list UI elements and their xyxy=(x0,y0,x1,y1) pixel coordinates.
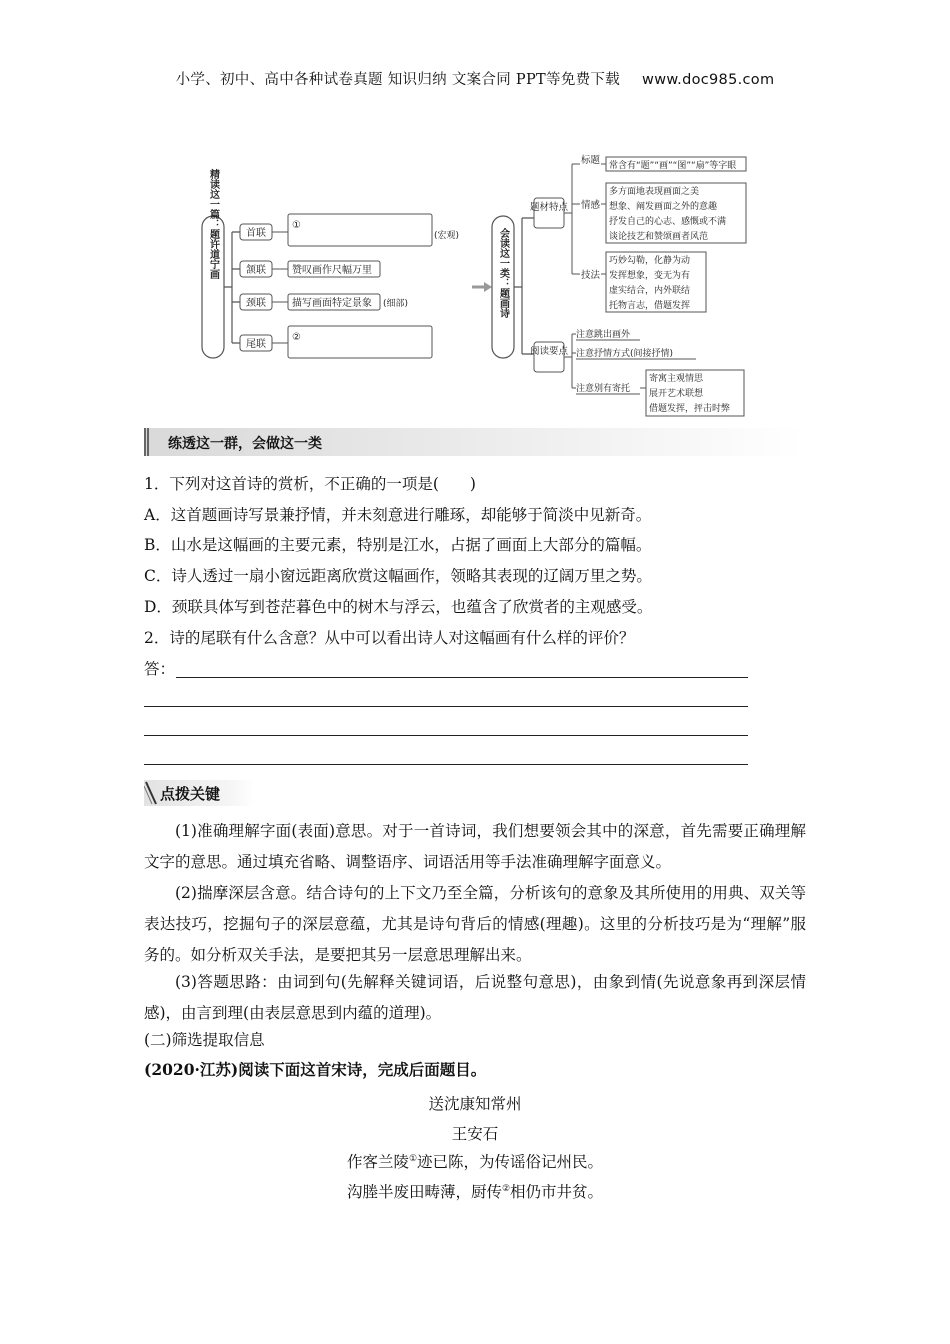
svg-text:标题: 标题 xyxy=(581,155,601,166)
poem-author: 王安石 xyxy=(451,1125,499,1143)
svg-text:赞叹画作尺幅万里: 赞叹画作尺幅万里 xyxy=(292,265,372,276)
left-title: 精读这一篇：题许道宁画 xyxy=(207,169,219,279)
svg-text:描写画面特定景象: 描写画面特定景象 xyxy=(292,298,372,309)
answer-line-2[interactable] xyxy=(144,706,748,707)
key-banner xyxy=(144,780,254,806)
q1-option-a: A．这首题画诗写景兼抒情，并未刻意进行雕琢，却能够于简淡中见新奇。 xyxy=(144,506,652,524)
q1-option-d: D．颈联具体写到苍茫暮色中的树木与浮云，也蕴含了欣赏者的主观感受。 xyxy=(144,598,653,616)
header-site[interactable]: www.doc985.com xyxy=(642,72,775,88)
answer-line-1[interactable] xyxy=(176,677,748,678)
svg-text:发挥想象，变无为有: 发挥想象，变无为有 xyxy=(609,271,691,281)
slash-icon xyxy=(144,780,158,806)
svg-text:巧妙勾勒，化静为动: 巧妙勾勒，化静为动 xyxy=(609,256,691,266)
answer-line-3[interactable] xyxy=(144,735,748,736)
svg-text:尾联: 尾联 xyxy=(246,339,266,350)
svg-text:颔联: 颔联 xyxy=(246,265,266,276)
svg-text:抒发自己的心志、感慨或不满: 抒发自己的心志、感慨或不满 xyxy=(609,217,727,227)
header-text: 小学、初中、高中各种试卷真题 知识归纳 文案合同 PPT等免费下载 xyxy=(175,72,621,88)
couplet-2 xyxy=(240,261,380,277)
svg-text:首联: 首联 xyxy=(246,228,266,239)
svg-text:注意抒情方式(间接抒情): 注意抒情方式(间接抒情) xyxy=(576,349,674,359)
knowledge-diagram xyxy=(196,148,756,420)
answer-label: 答： xyxy=(144,660,176,678)
q1-stem: 1．下列对这首诗的赏析，不正确的一项是( ) xyxy=(144,475,476,493)
svg-text:阅读要点: 阅读要点 xyxy=(529,346,569,357)
svg-text:①: ① xyxy=(292,220,301,231)
svg-text:②: ② xyxy=(292,332,301,343)
poem-line-1: 作客兰陵①迹已陈，为传谣俗记州民。 xyxy=(346,1153,604,1171)
svg-text:借题发挥，抨击时弊: 借题发挥，抨击时弊 xyxy=(649,404,731,414)
svg-text:颈联: 颈联 xyxy=(246,298,266,309)
svg-text:多方面地表现画面之美: 多方面地表现画面之美 xyxy=(609,187,700,197)
svg-text:寄寓主观情思: 寄寓主观情思 xyxy=(649,374,704,384)
poem-title: 送沈康知常州 xyxy=(428,1095,522,1113)
svg-text:(宏观): (宏观) xyxy=(434,231,460,241)
svg-text:注意跳出画外: 注意跳出画外 xyxy=(576,330,631,340)
answer-line-4[interactable] xyxy=(144,764,748,765)
arrow-right-icon xyxy=(484,282,492,292)
right-title: 会读这一类：题画诗 xyxy=(497,228,509,318)
paragraph-3: (3)答题思路：由词到句(先解释关键词语，后说整句意思)，由象到情(先说意象再到深层情感)，由言到理(由表层意思到内蕴的道理)。 xyxy=(144,973,806,1022)
couplet-1 xyxy=(240,214,459,246)
q2-stem: 2．诗的尾联有什么含意？从中可以看出诗人对这幅画有什么样的评价？ xyxy=(144,629,635,647)
svg-text:情感: 情感 xyxy=(581,200,601,211)
q1-option-b: B．山水是这幅画的主要元素，特别是江水，占据了画面上大部分的篇幅。 xyxy=(144,536,652,554)
svg-text:常含有“题”“画”“图”“扇”等字眼: 常含有“题”“画”“图”“扇”等字眼 xyxy=(609,161,737,171)
key-title: 点拨关键 xyxy=(160,785,221,803)
paragraph-1: (1)准确理解字面(表面)意思。对于一首诗词，我们想要领会其中的深意，首先需要正确理解文字的意思。通过填充省略、调整语序、词语活用等手法准确理解字面意义。 xyxy=(144,822,806,871)
section-banner xyxy=(144,428,804,456)
section-title: 练透这一群，会做这一类 xyxy=(168,436,322,452)
q1-option-c: C．诗人透过一扇小窗远距离欣赏这幅画作，领略其表现的辽阔万里之势。 xyxy=(144,567,652,585)
svg-text:想象、阐发画面之外的意趣: 想象、阐发画面之外的意趣 xyxy=(609,202,718,212)
poem-line-2: 沟塍半废田畴薄，厨传②相仍市井贫。 xyxy=(346,1183,604,1201)
svg-text:虚实结合，内外联结: 虚实结合，内外联结 xyxy=(609,286,691,296)
page-header xyxy=(0,68,950,89)
svg-text:题材特点: 题材特点 xyxy=(529,202,569,213)
sub-heading: (二)筛选提取信息 xyxy=(144,1031,265,1049)
svg-text:(细部): (细部) xyxy=(383,299,409,309)
svg-text:注意别有寄托: 注意别有寄托 xyxy=(576,384,631,394)
couplet-4 xyxy=(240,326,432,358)
couplet-3 xyxy=(240,294,408,310)
svg-text:技法: 技法 xyxy=(581,270,601,281)
svg-text:展开艺术联想: 展开艺术联想 xyxy=(649,389,704,399)
svg-text:托物言志，借题发挥: 托物言志，借题发挥 xyxy=(609,301,691,311)
svg-text:谈论技艺和赞颂画者风范: 谈论技艺和赞颂画者风范 xyxy=(609,232,709,242)
paragraph-2: (2)揣摩深层含意。结合诗句的上下文乃至全篇，分析该句的意象及其所使用的用典、双关等表达技巧，挖掘句子的深层意蕴，尤其是诗句背后的情感(理趣)。这里的分析技巧是为“理解”服务的。如分析双关手法，是要把其另一层意思理解出来。 xyxy=(144,884,806,964)
intro: (2020·江苏)阅读下面这首宋诗，完成后面题目。 xyxy=(144,1060,487,1079)
